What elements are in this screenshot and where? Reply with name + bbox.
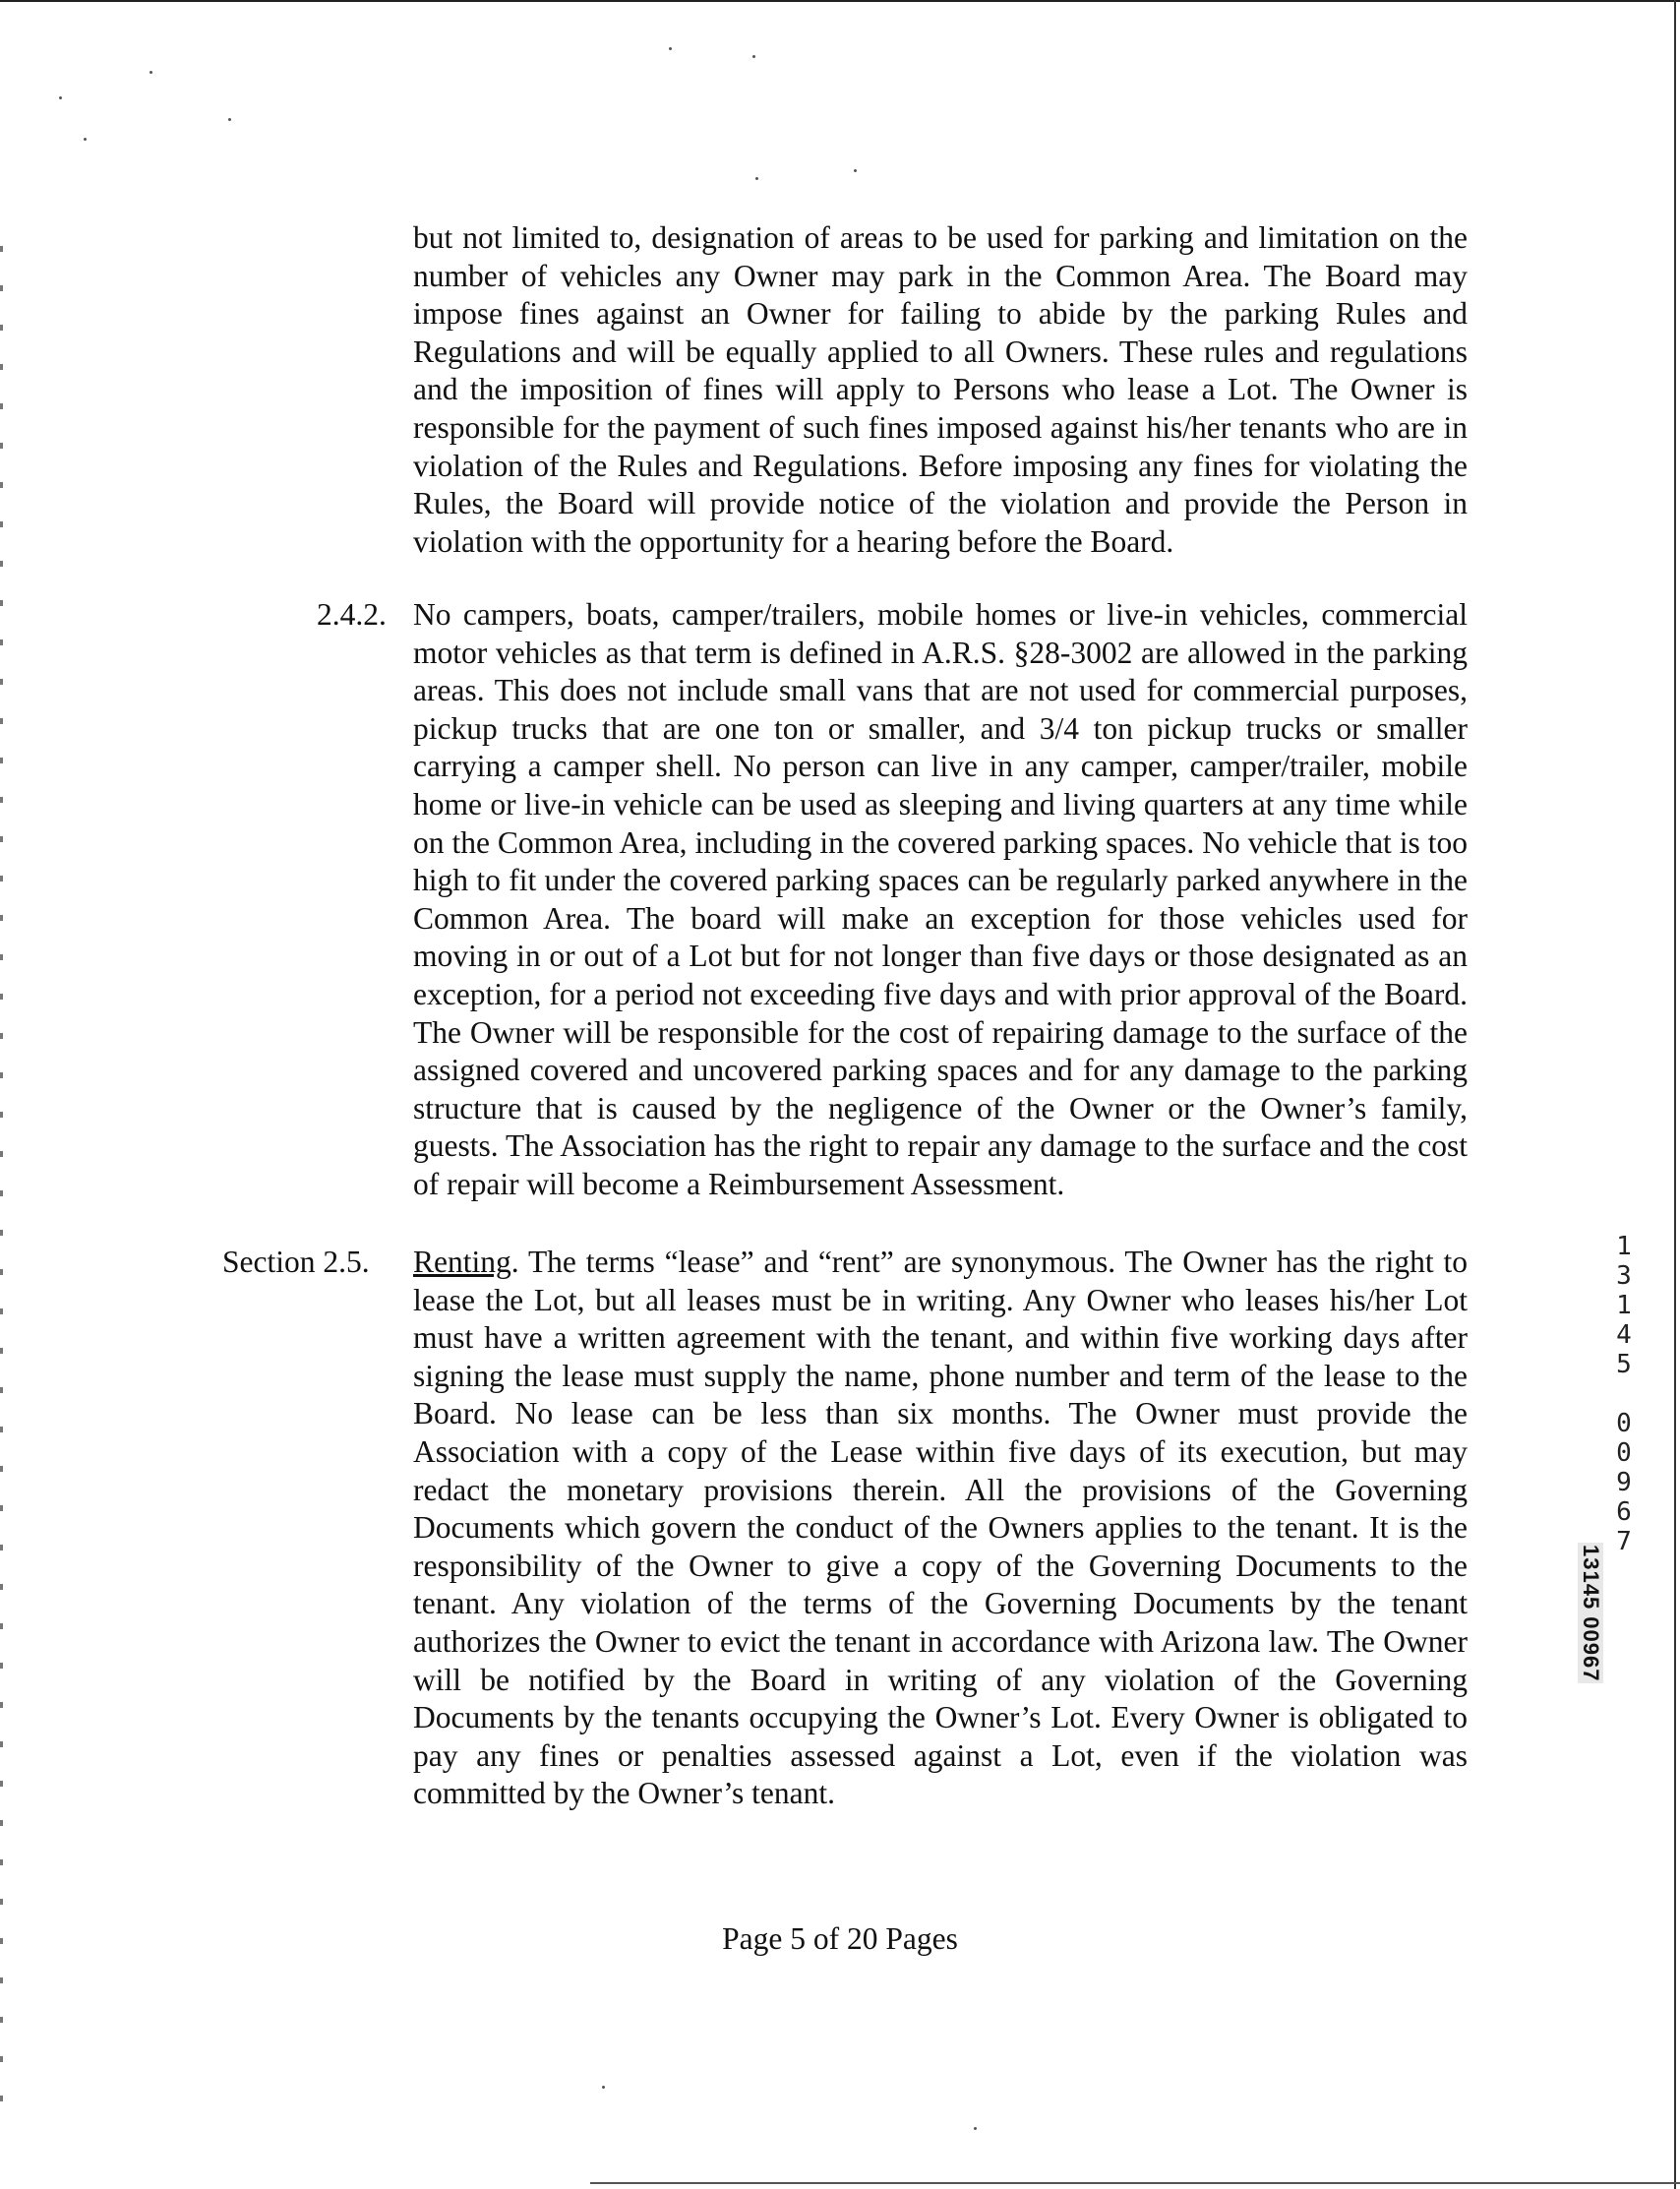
- scan-speck: [755, 177, 758, 180]
- scan-speck: [752, 55, 755, 58]
- scan-speck: [669, 47, 672, 50]
- scan-right-edge: [1674, 0, 1676, 2189]
- recording-number-stamp: 1 3 1 4 5 0 0 9 6 7: [1616, 1232, 1632, 1556]
- scan-bottom-edge: [590, 2182, 1680, 2184]
- section-2-4-2-text: No campers, boats, camper/trailers, mobile homes or live-in vehicles, commercial motor vehicles as that term is defined in A.R.S. §28-3002 are allowed in the parking areas. This does not include small vans that are not used for commercial purposes, pickup trucks that are one ton or smaller, and 3/4 ton pickup trucks or smaller carrying a camper shell. No person can live in any camper, camper/trailer, mobile home or live-in vehicle can be used as sleeping and living quarters at any time while on the Common Area, including in the covered parking spaces. No vehicle that is too high to fit under the covered parking spaces can be regularly parked anywhere in the Common Area. The board will make an exception for those vehicles used for moving in or out of a Lot but for not longer than five days or those designated as an exception, for a period not exceeding five days and with prior approval of the Board. The Owner will be responsible for the cost of repairing damage to the surface of the assigned covered and uncovered parking spaces and for any damage to the parking structure that is caused by the negligence of the Owner or the Owner’s family, guests. The Association has the right to repair any damage to the surface and the cost of repair will become a Reimbursement Assessment.: [413, 597, 1468, 1201]
- section-2-5-paragraph: [413, 1244, 1468, 1813]
- section-2-5-text: . The terms “lease” and “rent” are synonymous. The Owner has the right to lease the Lot, but all leases must be in writing. Any Owner who leases his/her Lot must have a written agreement with the tenant, and within five working days after signing the lease must supply the name, phone number and term of the lease to the Board. No lease can be less than six months. The Owner must provide the Association with a copy of the Lease within five days of its execution, but may redact the monetary provisions therein. All the provisions of the Governing Documents which govern the conduct of the Owners applies to the tenant. It is the responsibility of the Owner to give a copy of the Governing Documents to the tenant. Any violation of the terms of the Governing Documents by the tenant authorizes the Owner to evict the tenant in accordance with Arizona law. The Owner will be notified by the Board in writing of any violation of the Governing Documents by the tenants occupying the Owner’s Lot. Every Owner is obligated to pay any fines or penalties assessed against a Lot, even if the violation was committed by the Owner’s tenant.: [413, 1245, 1468, 1811]
- scan-left-edge-marks: [0, 246, 3, 2115]
- scan-speck: [84, 138, 87, 141]
- scan-speck: [602, 2086, 605, 2089]
- scan-top-edge: [0, 0, 1680, 2]
- section-2-4-2-number: 2.4.2.: [317, 597, 387, 632]
- scan-speck: [150, 71, 152, 74]
- section-2-5-number: Section 2.5.: [222, 1245, 370, 1279]
- page-footer: Page 5 of 20 Pages: [722, 1921, 958, 1956]
- scan-speck: [854, 169, 857, 172]
- scan-speck: [59, 96, 62, 99]
- scan-speck: [974, 2127, 977, 2130]
- recording-stamp-vertical: 13145 00967: [1579, 1545, 1603, 1682]
- continuation-paragraph: but not limited to, designation of areas to be used for parking and limitation on the number of vehicles any Owner may park in the Common Area. The Board may impose fines against an Owner for failing to abide by the parking Rules and Regulations and will be equally applied to all Owners. These rules and regulations and the imposition of fines will apply to Persons who lease a Lot. The Owner is responsible for the payment of such fines imposed against his/her tenants who are in violation of the Rules and Regulations. Before imposing any fines for violating the Rules, the Board will provide notice of the violation and provide the Person in violation with the opportunity for a hearing before the Board.: [413, 220, 1468, 559]
- scan-speck: [228, 118, 231, 121]
- section-2-5-heading: Renting: [413, 1245, 511, 1279]
